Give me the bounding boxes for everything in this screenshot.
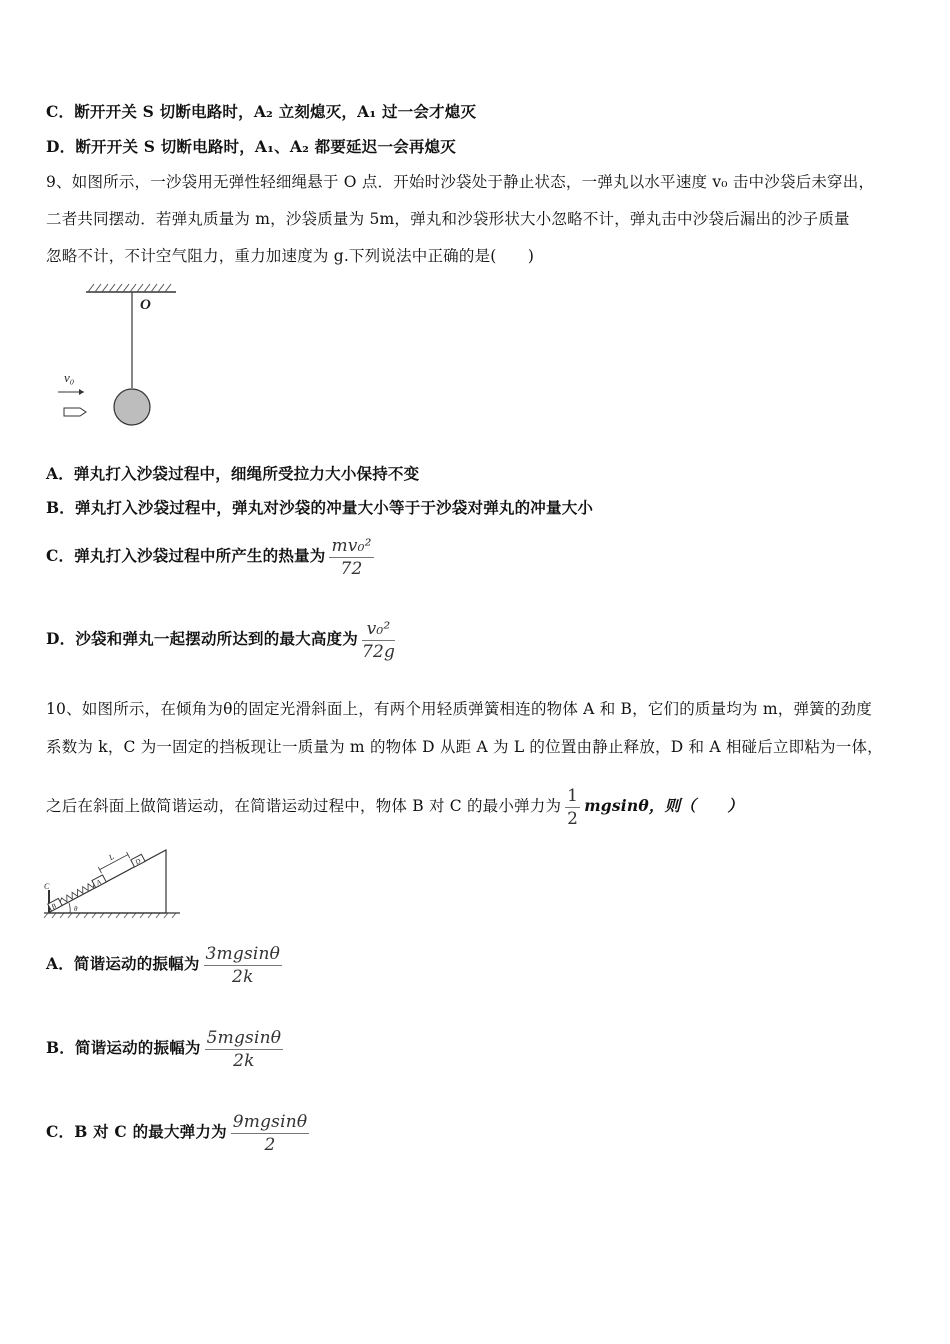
label-d: D	[133, 857, 143, 867]
fraction-denominator: 2	[567, 808, 579, 829]
q8-option-d: D．断开开关 S 切断电路时，A₁、A₂ 都要延迟一会再熄灭	[46, 137, 456, 156]
label-c: C	[44, 882, 50, 891]
q10-stem-line-2: 系数为 k，C 为一固定的挡板现让一质量为 m 的物体 D 从距 A 为 L 的位置由静止释放，D 和 A 相碰后立即粘为一体，	[46, 738, 883, 756]
q10-stem-fraction	[565, 785, 580, 830]
q10-option-b	[46, 1010, 283, 1086]
fraction-numerator: mv₀²	[331, 535, 372, 556]
fraction-denominator: 2k	[232, 966, 254, 987]
q9-pendulum-figure	[50, 282, 190, 432]
q10-stem-line-3	[46, 778, 743, 834]
fraction-numerator: 5mgsinθ	[206, 1027, 282, 1048]
q10-option-a-fraction	[204, 943, 283, 988]
q10-option-c-fraction	[231, 1111, 310, 1156]
q10-option-a	[46, 926, 282, 1002]
q9-option-c	[46, 532, 374, 580]
q9-stem-line-3: 忽略不计，不计空气阻力，重力加速度为 g.下列说法中正确的是( )	[46, 247, 535, 265]
q10-option-b-text: B．简谐运动的振幅为	[46, 1038, 201, 1057]
fraction-denominator: 72g	[361, 641, 396, 662]
q9-option-a: A．弹丸打入沙袋过程中，细绳所受拉力大小保持不变	[46, 464, 420, 483]
q10-stem-line-3-b: mgsinθ，则（ ）	[584, 796, 744, 815]
q9-option-d	[46, 615, 395, 663]
q9-stem-line-2: 二者共同摆动．若弹丸质量为 m，沙袋质量为 5m，弹丸和沙袋形状大小忽略不计，弹丸击中沙袋后漏出的沙子质量	[46, 210, 850, 228]
label-o: O	[140, 297, 151, 313]
q10-option-c-text: C．B 对 C 的最大弹力为	[46, 1122, 227, 1141]
fraction-numerator: v₀²	[366, 618, 391, 639]
q9-option-c-text: C．弹丸打入沙袋过程中所产生的热量为	[46, 546, 326, 565]
label-l: L	[107, 852, 116, 863]
fraction-denominator: 2	[264, 1134, 276, 1155]
q10-option-a-text: A．简谐运动的振幅为	[46, 954, 200, 973]
fraction-denominator: 2k	[233, 1050, 255, 1071]
q10-stem-line-3-a: 之后在斜面上做简谐运动，在简谐运动过程中，物体 B 对 C 的最小弹力为	[46, 797, 562, 815]
q10-option-c	[46, 1094, 309, 1170]
label-theta: θ	[74, 905, 78, 913]
q10-stem-line-1: 10、如图所示，在倾角为θ的固定光滑斜面上，有两个用轻质弹簧相连的物体 A 和 B，它们的质量均为 m，弹簧的劲度	[46, 700, 872, 718]
fraction-numerator: 9mgsinθ	[232, 1111, 308, 1132]
q8-option-c: C．断开开关 S 切断电路时，A₂ 立刻熄灭，A₁ 过一会才熄灭	[46, 102, 477, 121]
fraction-denominator: 72	[340, 558, 363, 579]
q9-stem-line-1: 9、如图所示，一沙袋用无弹性轻细绳悬于 O 点．开始时沙袋处于静止状态，一弹丸以水平速度 v₀ 击中沙袋后未穿出，	[46, 173, 875, 191]
label-v0: v₀	[64, 370, 75, 385]
fraction-numerator: 1	[567, 785, 579, 806]
label-a: A	[95, 878, 103, 888]
label-b: B	[50, 901, 58, 912]
q9-option-b: B．弹丸打入沙袋过程中，弹丸对沙袋的冲量大小等于于沙袋对弹丸的冲量大小	[46, 498, 594, 517]
q9-option-d-text: D．沙袋和弹丸一起摆动所达到的最大高度为	[46, 629, 358, 648]
q10-incline-figure	[40, 842, 185, 922]
fraction-numerator: 3mgsinθ	[205, 943, 281, 964]
q9-option-d-fraction	[362, 618, 395, 663]
q9-option-c-fraction	[329, 535, 373, 580]
q10-option-b-fraction	[205, 1027, 284, 1072]
